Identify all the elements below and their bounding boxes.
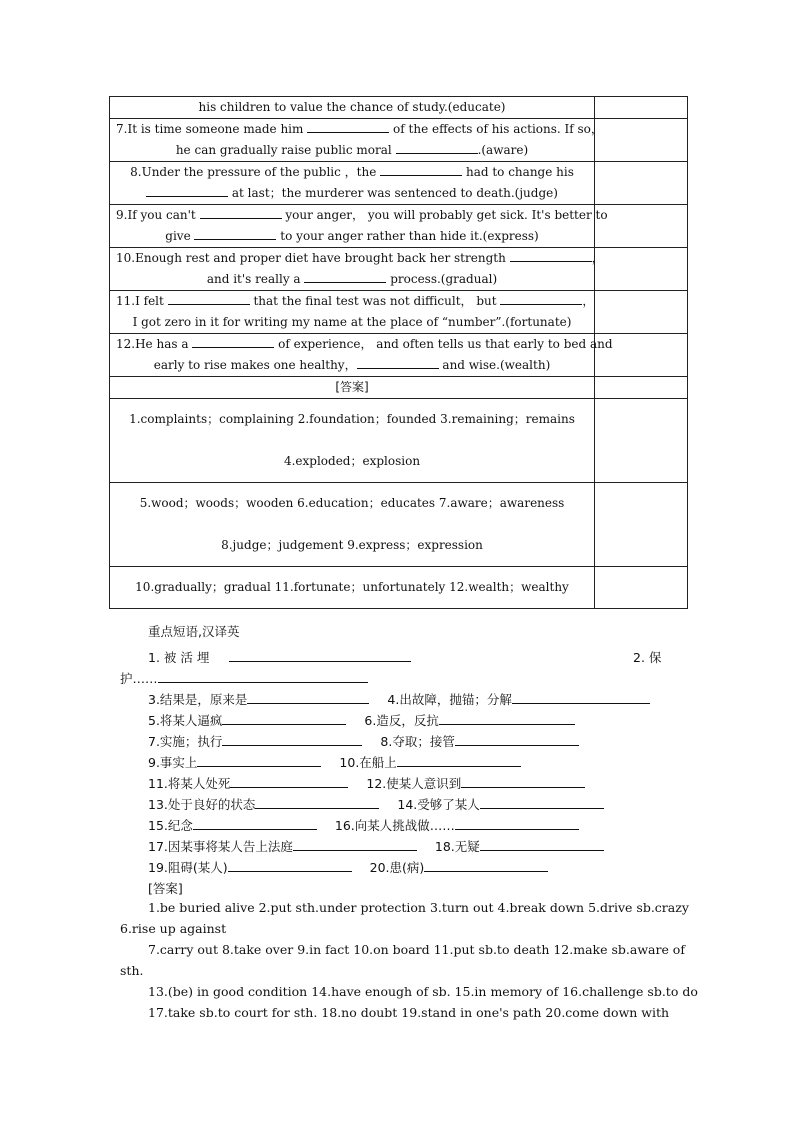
answer-blank[interactable]: [228, 859, 352, 872]
answer-blank[interactable]: [307, 120, 389, 133]
phrase-14: 14.受够了某人: [397, 797, 480, 812]
answer-cell[interactable]: [595, 205, 688, 248]
phrase-13: 13.处于良好的状态: [148, 797, 256, 812]
question-line: [116, 97, 588, 118]
phrase-12: 12.使某人意识到: [366, 776, 462, 791]
question-text: 10.Enough rest and proper diet have brought back her strength: [116, 251, 510, 265]
answer-blank[interactable]: [455, 817, 579, 830]
phrase-answer-line: sth.: [120, 963, 144, 978]
exercise-row: [110, 162, 688, 205]
question-text: process.(gradual): [386, 272, 498, 286]
exercise-row: [110, 291, 688, 334]
answer-blank[interactable]: [222, 733, 362, 746]
answer-cell[interactable]: [595, 291, 688, 334]
question-line: [116, 269, 588, 290]
question-text: give: [165, 229, 195, 243]
answer-blank[interactable]: [424, 859, 548, 872]
question-line: [116, 162, 588, 183]
question-line: [116, 226, 588, 247]
empty-cell: [595, 377, 688, 399]
answer-cell[interactable]: [595, 119, 688, 162]
question-text: 8.Under the pressure of the public ，the: [130, 165, 381, 179]
answer-cell[interactable]: [595, 97, 688, 119]
empty-cell: [595, 567, 688, 609]
exercise-question: [110, 248, 604, 291]
question-text: I got zero in it for writing my name at the place of “number”.(fortunate): [132, 315, 572, 329]
question-text: to your anger rather than hide it.(express): [276, 229, 539, 243]
question-text: 7.It is time someone made him: [116, 122, 308, 136]
answer-blank[interactable]: [222, 712, 346, 725]
question-text: that the final test was not difficult， but: [249, 294, 501, 308]
question-text: and wise.(wealth): [438, 358, 551, 372]
answer-blank[interactable]: [380, 163, 462, 176]
phrase-16: 16.向某人挑战做……: [334, 818, 455, 833]
answer-blank[interactable]: [247, 691, 369, 704]
answer-blank[interactable]: [439, 712, 575, 725]
answer-line: 1.complaints；complaining 2.foundation；founded 3.remaining；remains: [129, 412, 575, 426]
question-line: [116, 312, 588, 333]
question-line: [116, 119, 603, 140]
phrase-line-11: [148, 858, 548, 876]
phrase-line-3: [148, 690, 650, 708]
question-text: 11.I felt: [116, 294, 168, 308]
question-text: had to change his: [462, 165, 574, 179]
question-text: of experience， and often tells us that early to bed and: [274, 337, 613, 351]
answer-cell[interactable]: [595, 162, 688, 205]
phrase-19: 19.阻碍(某人): [148, 860, 228, 875]
answer-blank[interactable]: [396, 141, 478, 154]
answer-cell[interactable]: [595, 248, 688, 291]
question-line: [116, 183, 588, 204]
phrase-17: 17.因某事将某人告上法庭: [148, 839, 293, 854]
phrase-8: 8.夺取；接管: [380, 734, 455, 749]
question-text: 12.He has a: [116, 337, 193, 351]
question-text: his children to value the chance of study.(educate): [198, 100, 506, 114]
answer-line: 5.wood；woods；wooden 6.education；educates 7.aware；awareness: [139, 496, 565, 510]
phrase-10: 10.在船上: [339, 755, 397, 770]
phrase-line-6: [148, 753, 521, 771]
answer-blank[interactable]: [397, 754, 521, 767]
exercise-row: [110, 205, 688, 248]
answer-blank[interactable]: [455, 733, 579, 746]
exercise-row: [110, 334, 688, 377]
answer-blank[interactable]: [304, 270, 386, 283]
question-text: 9.If you can't: [116, 208, 200, 222]
phrase-heading: 重点短语,汉译英: [148, 624, 240, 639]
answer-line: 4.exploded；explosion: [283, 454, 421, 468]
phrase-answer-line: 1.be buried alive 2.put sth.under protection 3.turn out 4.break down 5.drive sb.crazy: [148, 900, 689, 915]
answer-header: [答案]: [110, 377, 595, 399]
phrase-line-7: [148, 774, 585, 792]
question-text: and it's really a: [206, 272, 305, 286]
phrase-5: 5.将某人逼疯: [148, 713, 223, 728]
answer-blank[interactable]: [192, 335, 274, 348]
answer-blank[interactable]: [512, 691, 650, 704]
answer-text: [110, 483, 595, 567]
exercise-row: [110, 97, 688, 119]
question-text: ，: [582, 294, 595, 308]
answer-blank[interactable]: [255, 796, 379, 809]
question-text: your anger， you will probably get sick. It's better to: [281, 208, 608, 222]
phrase-11: 11.将某人处死: [148, 776, 231, 791]
question-text: early to rise makes one healthy，: [153, 358, 357, 372]
answer-blank[interactable]: [194, 227, 276, 240]
exercise-question: [110, 162, 595, 205]
phrase-answer-header: [答案]: [148, 881, 183, 896]
question-line: [116, 291, 595, 312]
question-text: he can gradually raise public moral: [175, 143, 396, 157]
answer-blank[interactable]: [200, 206, 282, 219]
exercise-row: [110, 119, 688, 162]
exercise-table: [109, 96, 688, 609]
phrase-9: 9.事实上: [148, 755, 198, 770]
answer-blank[interactable]: [168, 292, 250, 305]
answer-line: 10.gradually；gradual 11.fortunate；unfortunately 12.wealth；wealthy: [135, 580, 569, 594]
answer-row: [110, 567, 688, 609]
answer-line: 8.judge；judgement 9.express；expression: [221, 538, 483, 552]
answer-blank[interactable]: [480, 838, 604, 851]
question-text: at last；the murderer was sentenced to death.(judge): [228, 186, 558, 200]
phrase-6: 6.造反，反抗: [364, 713, 439, 728]
phrase-answer-line: 6.rise up against: [120, 921, 227, 936]
answer-blank[interactable]: [293, 838, 417, 851]
phrase-line-9: [148, 816, 579, 834]
exercise-question: [110, 119, 603, 162]
answer-text: [110, 399, 595, 483]
answer-blank[interactable]: [357, 356, 439, 369]
question-line: [116, 248, 604, 269]
phrase-2: 2. 保: [633, 650, 662, 665]
answer-row: [110, 483, 688, 567]
exercise-row: [110, 248, 688, 291]
phrase-15: 15.纪念: [148, 818, 193, 833]
phrase-line-10: [148, 837, 604, 855]
answer-header-row: [110, 377, 688, 399]
phrase-1: 1. 被 活 埋: [148, 650, 210, 665]
phrase-4: 4.出故障，抛锚；分解: [387, 692, 512, 707]
question-text: ，: [591, 251, 604, 265]
answer-blank[interactable]: [158, 670, 368, 683]
phrase-line-1: [148, 648, 678, 666]
answer-blank[interactable]: [193, 817, 317, 830]
answer-blank[interactable]: [230, 775, 348, 788]
answer-blank[interactable]: [461, 775, 585, 788]
phrase-3: 3.结果是，原来是: [148, 692, 248, 707]
phrase-answer-line: 7.carry out 8.take over 9.in fact 10.on board 11.put sb.to death 12.make sb.aware of: [148, 942, 685, 957]
answer-blank[interactable]: [500, 292, 582, 305]
question-text: of the effects of his actions. If so，: [389, 122, 603, 136]
answer-blank[interactable]: [197, 754, 321, 767]
phrase-20: 20.患(病): [369, 860, 425, 875]
exercise-question: [110, 291, 595, 334]
answer-blank[interactable]: [510, 249, 592, 262]
question-line: [116, 334, 613, 355]
exercise-question: [110, 334, 613, 377]
phrase-line-2: [120, 669, 368, 687]
phrase-answer-line: 17.take sb.to court for sth. 18.no doubt 19.stand in one's path 20.come down with: [148, 1005, 670, 1020]
question-text: .(aware): [477, 143, 529, 157]
phrase-18: 18.无疑: [434, 839, 480, 854]
question-line: [116, 205, 608, 226]
empty-cell: [595, 483, 688, 567]
phrase-line-8: [148, 795, 604, 813]
phrase-2-cont: 护……: [120, 671, 158, 686]
answer-blank[interactable]: [229, 649, 411, 662]
question-line: [116, 355, 588, 376]
answer-text: [110, 567, 595, 609]
phrase-7: 7.实施；执行: [148, 734, 223, 749]
phrase-line-4: [148, 711, 575, 729]
phrase-line-5: [148, 732, 579, 750]
question-line: [116, 140, 588, 161]
empty-cell: [595, 399, 688, 483]
phrase-answer-line: 13.(be) in good condition 14.have enough of sb. 15.in memory of 16.challenge sb.to do: [148, 984, 698, 999]
exercise-question: [110, 205, 608, 248]
answer-blank[interactable]: [480, 796, 604, 809]
answer-blank[interactable]: [146, 184, 228, 197]
answer-row: [110, 399, 688, 483]
exercise-question: [110, 97, 595, 119]
